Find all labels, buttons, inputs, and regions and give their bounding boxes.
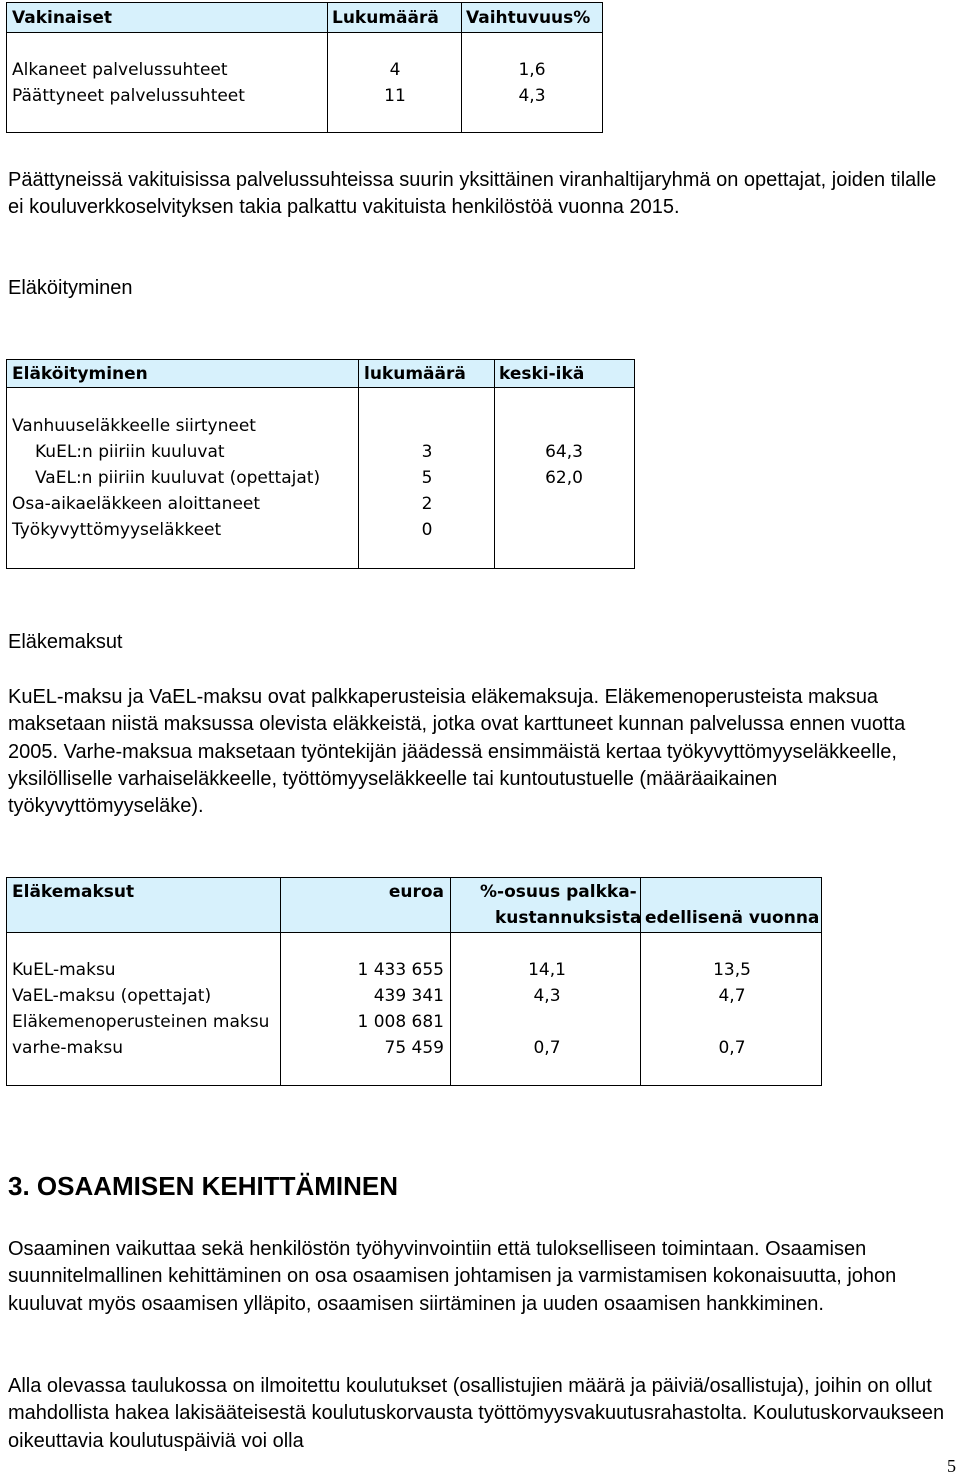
column-divider <box>461 3 462 132</box>
paragraph: KuEL-maksu ja VaEL-maksu ovat palkkaperusteisia eläkemaksuja. Eläkemenoperusteista maksua maksetaan niistä maksussa olevista eläkkeistä, jotka ovat karttuneet kunnan palvelussa ennen vuotta 2005. Varhe-maksua maksetaan työntekijän jäädessä ensimmäistä kertaa työkyvyttömyyseläkkeelle, yksilölliselle varhaiseläkkeelle, työttömyyseläkkeelle tai kuntoutustuelle (määräaikainen työkyvyttömyyseläke). <box>8 686 906 818</box>
paragraph: Osaaminen vaikuttaa sekä henkilöstön työhyvinvointiin että tulokselliseen toimintaan. Osaamisen suunnitelmallinen kehittäminen on osa osaamisen johtamisen ja varmistamisen kokonaisuutta, johon kuuluvat myös osaamisen ylläpito, osaamisen siirtäminen ja uuden osaamisen hankkiminen. <box>8 1238 897 1315</box>
column-header: euroa <box>388 882 444 902</box>
column-header: Vakinaiset <box>12 8 113 28</box>
row-label: Vanhuuseläkkeelle siirtyneet <box>12 416 256 436</box>
row-label: Alkaneet palvelussuhteet <box>12 60 228 80</box>
column-header: Eläkemaksut <box>12 882 135 902</box>
cell-value: 1,6 <box>518 60 546 80</box>
cell-value: 75 459 <box>384 1038 444 1058</box>
cell-value: 0,7 <box>718 1038 746 1058</box>
row-label: KuEL:n piiriin kuuluvat <box>35 442 225 462</box>
column-header: kustannuksista <box>495 908 642 928</box>
vakinaiset-table <box>6 2 603 133</box>
row-label: KuEL-maksu <box>12 960 116 980</box>
cell-value: 0,7 <box>533 1038 561 1058</box>
row-label: VaEL-maksu (opettajat) <box>12 986 212 1006</box>
row-label: Eläkemenoperusteinen maksu <box>12 1012 270 1032</box>
column-header: %-osuus palkka- <box>480 882 637 902</box>
cell-value: 62,0 <box>545 468 583 488</box>
row-label: Päättyneet palvelussuhteet <box>12 86 245 106</box>
column-header: keski-ikä <box>499 364 585 384</box>
paragraph: Päättyneissä vakituisissa palvelussuhteissa suurin yksittäinen viranhaltijaryhmä on opettajat, joiden tilalle ei kouluverkkoselvityksen takia palkattu vakituista henkilöstöä vuonna 2015. <box>8 169 937 219</box>
cell-value: 1 433 655 <box>357 960 444 980</box>
cell-value: 4,3 <box>518 86 546 106</box>
page-number: 5 <box>947 1456 956 1476</box>
column-header: Eläköityminen <box>12 364 148 384</box>
column-header: edellisenä vuonna <box>645 908 820 928</box>
cell-value: 13,5 <box>713 960 751 980</box>
column-header: Vaihtuvuus% <box>466 8 591 28</box>
row-label: Työkyvyttömyyseläkkeet <box>12 520 222 540</box>
column-divider <box>327 3 328 132</box>
cell-value: 4,3 <box>533 986 561 1006</box>
cell-value: 4 <box>389 60 401 80</box>
column-divider <box>280 878 281 1085</box>
cell-value: 14,1 <box>528 960 566 980</box>
column-header: lukumäärä <box>364 364 466 384</box>
column-divider <box>450 878 451 1085</box>
column-divider <box>358 360 359 568</box>
paragraph: Alla olevassa taulukossa on ilmoitettu koulutukset (osallistujien määrä ja päiviä/osallistuja), joihin on ollut mahdollista hakea lakisääteisestä koulutuskorvausta työttömyysvakuutusrahastolta. Koulutuskorvaukseen oikeuttavia koulutuspäiviä voi olla <box>8 1375 945 1452</box>
cell-value: 2 <box>421 494 433 514</box>
elakemaksut-table <box>6 877 822 1086</box>
row-label: Osa-aikaeläkkeen aloittaneet <box>12 494 261 514</box>
section-title: 3. OSAAMISEN KEHITTÄMINEN <box>8 1171 399 1201</box>
cell-value: 5 <box>421 468 433 488</box>
section-heading-elakoityminen: Eläköityminen <box>8 277 133 299</box>
cell-value: 3 <box>421 442 433 462</box>
cell-value: 4,7 <box>718 986 746 1006</box>
cell-value: 1 008 681 <box>357 1012 444 1032</box>
column-header: Lukumäärä <box>332 8 439 28</box>
cell-value: 439 341 <box>373 986 444 1006</box>
column-divider <box>494 360 495 568</box>
section-heading-elakemaksut: Eläkemaksut <box>8 631 123 653</box>
cell-value: 11 <box>384 86 406 106</box>
elakoityminen-table <box>6 359 635 569</box>
row-label: VaEL:n piiriin kuuluvat (opettajat) <box>35 468 321 488</box>
cell-value: 64,3 <box>545 442 583 462</box>
row-label: varhe-maksu <box>12 1038 123 1058</box>
cell-value: 0 <box>421 520 433 540</box>
